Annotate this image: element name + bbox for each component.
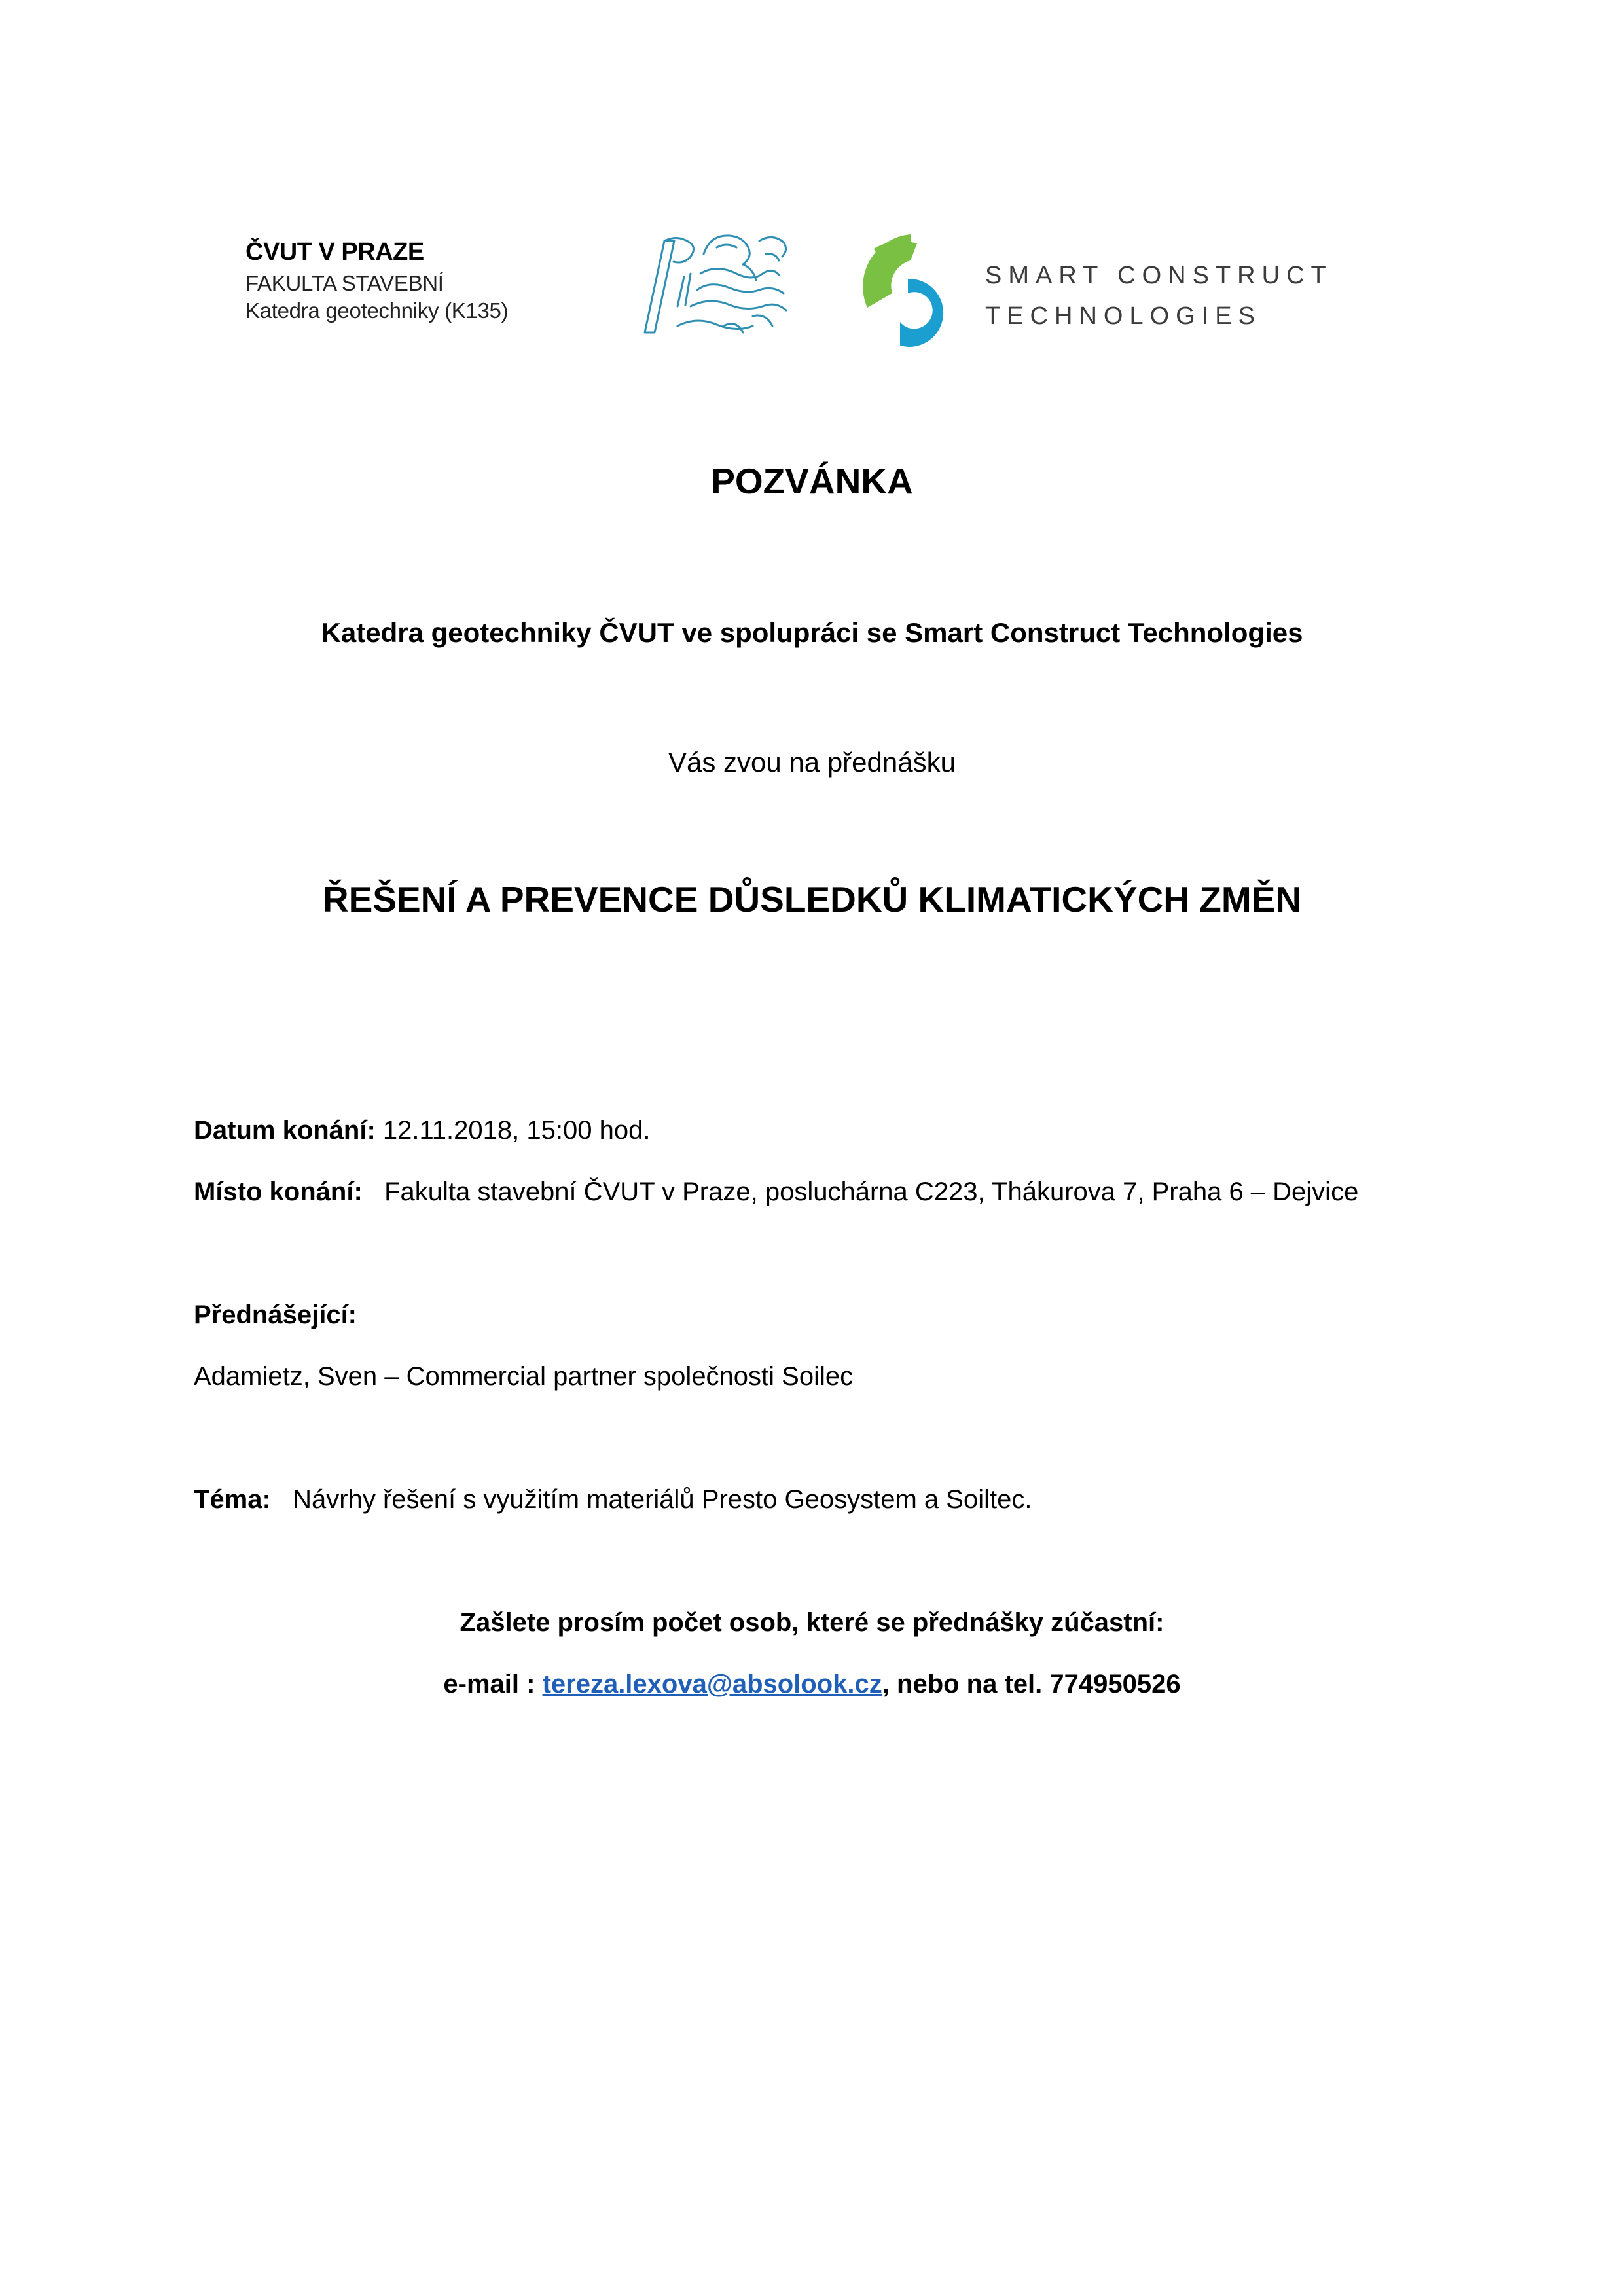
- speaker-label-row: [194, 1300, 357, 1330]
- place-value: Fakulta stavební ČVUT v Praze, posluchárna C223, Thákurova 7, Praha 6 – Dejvice: [384, 1177, 1359, 1206]
- university-name: ČVUT V PRAZE: [245, 238, 424, 266]
- date-row: [194, 1116, 650, 1145]
- place-row: [194, 1177, 1358, 1207]
- topic-row: [194, 1485, 1032, 1515]
- faculty-name: FAKULTA STAVEBNÍ: [245, 271, 444, 295]
- department-name: Katedra geotechniky (K135): [245, 298, 509, 323]
- cvut-lion-logo: [638, 228, 792, 339]
- smart-construct-wordmark: [985, 255, 1333, 336]
- place-label: Místo konání:: [194, 1177, 363, 1206]
- date-value: 12.11.2018, 15:00 hod.: [382, 1116, 651, 1145]
- date-label: Datum konání:: [194, 1116, 376, 1145]
- contact-line: [0, 1670, 1624, 1699]
- email-label: e-mail :: [443, 1670, 543, 1698]
- speaker-label: Přednášející:: [194, 1300, 357, 1329]
- university-block: [245, 237, 508, 325]
- smart-construct-logo-mark: [854, 230, 969, 348]
- partner-line-2: TECHNOLOGIES: [985, 302, 1261, 330]
- topic-label: Téma:: [194, 1485, 271, 1514]
- page-title: POZVÁNKA: [711, 461, 913, 501]
- lecture-title: ŘEŠENÍ A PREVENCE DŮSLEDKŮ KLIMATICKÝCH ZMĚN: [322, 879, 1302, 920]
- organizers-line: Katedra geotechniky ČVUT ve spolupráci se Smart Construct Technologies: [321, 617, 1303, 648]
- speaker-value: Adamietz, Sven – Commercial partner společnosti Soilec: [194, 1362, 854, 1391]
- phone-text: , nebo na tel. 774950526: [882, 1670, 1181, 1698]
- partner-line-1: SMART CONSTRUCT: [985, 262, 1333, 289]
- contact-request: Zašlete prosím počet osob, které se přednášky zúčastní:: [460, 1608, 1164, 1637]
- email-link[interactable]: tereza.lexova@absolook.cz: [542, 1670, 882, 1698]
- invite-text: Vás zvou na přednášku: [668, 747, 956, 778]
- topic-value: Návrhy řešení s využitím materiálů Presto Geosystem a Soiltec.: [293, 1485, 1032, 1514]
